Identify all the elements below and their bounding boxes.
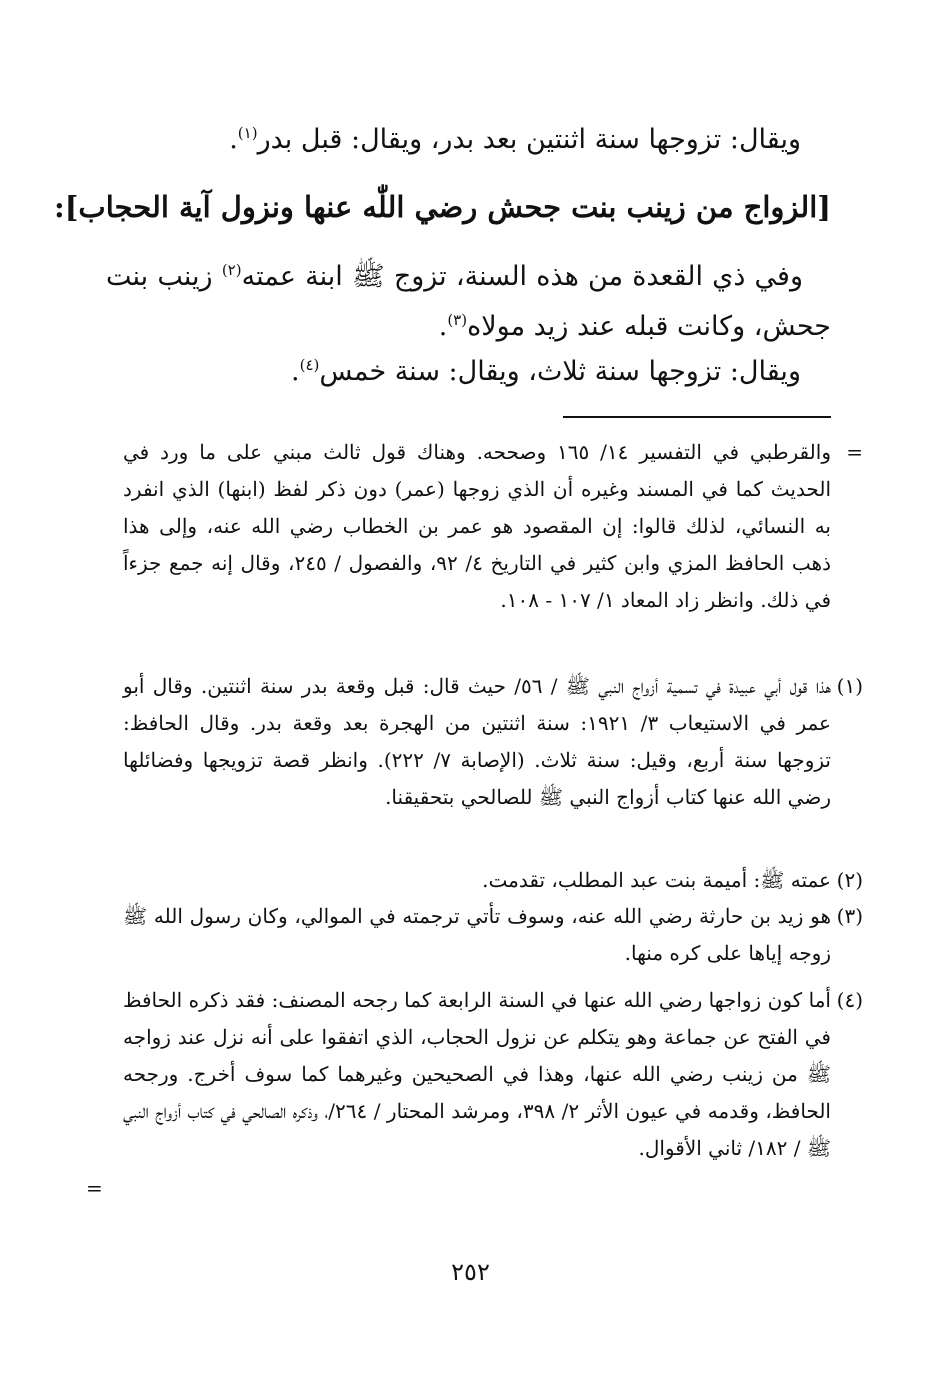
text-line-marriage-date: ويقال: تزوجها سنة اثنتين بعد بدر، ويقال: قبل بدر$^{(١)}$.	[229, 124, 801, 155]
footnote-separator	[563, 416, 831, 418]
footnote-ref-1: (١)	[237, 124, 258, 142]
footnote-ref-4: (٤)	[299, 356, 320, 374]
footnote-4	[123, 982, 863, 1167]
body-paragraph: وفي ذي القعدة من هذه السنة، تزوج ﷺ ابنة عمته$^{(٢)}$ زينب بنت جحش، وكانت قبله عند زيد مولاه$^{(٣)}$.	[106, 261, 831, 342]
footnote-number: (٤)	[836, 988, 863, 1012]
footnote-2	[123, 862, 863, 899]
section-heading: [الزواج من زينب بنت جحش رضي اللّٰه عنها ونزول آية الحجاب]:	[53, 190, 831, 224]
footnote-1	[123, 668, 863, 816]
footnote-text: والقرطبي في التفسير ١٤/ ١٦٥ وصححه. وهناك قول ثالث مبني على ما ورد في الحديث كما في المسند وغيره أن الذي زوجها (عمر) دون ذكر لفظ (ابنها) الذي انفرد به النسائي، لذلك قالوا: إن المقصود هو عمر بن الخطاب رضي الله عنه، وإلى هذا ذهب الحافظ المزي وابن كثير في التاريخ ٤/ ٩٢، والفصول / ٢٤٥، وقال إنه جمع جزءاً في ذلك. وانظر زاد المعاد ١/ ١٠٧ - ١٠٨.	[123, 440, 831, 612]
footnote-number: (١)	[836, 674, 863, 698]
continuation-mark: =	[846, 440, 863, 464]
footnote-ref-3: (٣)	[447, 311, 468, 329]
body-text: وفي ذي القعدة من هذه السنة، تزوج ﷺ ابنة عمته	[241, 261, 803, 292]
footnote-text: هو زيد بن حارثة رضي الله عنه، وسوف تأتي ترجمته في الموالي، وكان رسول الله ﷺ زوجه إياها على كره منها.	[123, 904, 831, 965]
footnote-number: (٢)	[836, 868, 863, 892]
footnote-continued	[123, 434, 863, 619]
body-text: زينب بنت جحش، وكانت قبله عند زيد مولاه	[106, 261, 831, 342]
footnote-text: عمته ﷺ: أميمة بنت عبد المطلب، تقدمت.	[482, 868, 831, 892]
continuation-mark-next-page: =	[86, 1176, 103, 1200]
body-text: ويقال: تزوجها سنة ثلاث، ويقال: سنة خمس	[319, 356, 801, 387]
text-line-alternative-dates: ويقال: تزوجها سنة ثلاث، ويقال: سنة خمس$^{(٤)}$.	[291, 356, 801, 387]
page-number: ٢٥٢	[451, 1258, 490, 1286]
footnote-3	[123, 898, 863, 972]
body-text: ويقال: تزوجها سنة اثنتين بعد بدر، ويقال: قبل بدر	[257, 124, 801, 155]
footnote-text: هذا قول أبي عبيدة في تسمية أزواج النبي ﷺ / ٥٦/ حيث قال: قبل وقعة بدر سنة اثنتين. وقال أبو عمر في الاستيعاب ٣/ ١٩٢١: سنة اثنتين من الهجرة بعد وقعة بدر. وقال الحافظ: تزوجها سنة أربع، وقيل: سنة ثلاث. (الإصابة ٧/ ٢٢٢). وانظر قصة تزويجها وفضائلها رضي الله عنها كتاب أزواج النبي ﷺ للصالحي بتحقيقنا.	[123, 674, 831, 809]
footnote-ref-2: (٢)	[221, 261, 242, 279]
footnote-text: أما كون زواجها رضي الله عنها في السنة الرابعة كما رجحه المصنف: فقد ذكره الحافظ في الفتح عن جماعة وهو يتكلم عن نزول الحجاب، الذي اتفقوا على أنه نزل عند زواجه ﷺ من زينب رضي الله عنها، وهذا في الصحيحين وغيرهما كما سوف أخرج. ورجحه الحافظ، وقدمه في عيون الأثر ٢/ ٣٩٨، ومرشد المحتار / ٢٦٤/، وذكره الصالحي في كتاب أزواج النبي ﷺ / ١٨٢/ ثاني الأقوال.	[123, 988, 831, 1160]
footnote-number: (٣)	[836, 904, 863, 928]
